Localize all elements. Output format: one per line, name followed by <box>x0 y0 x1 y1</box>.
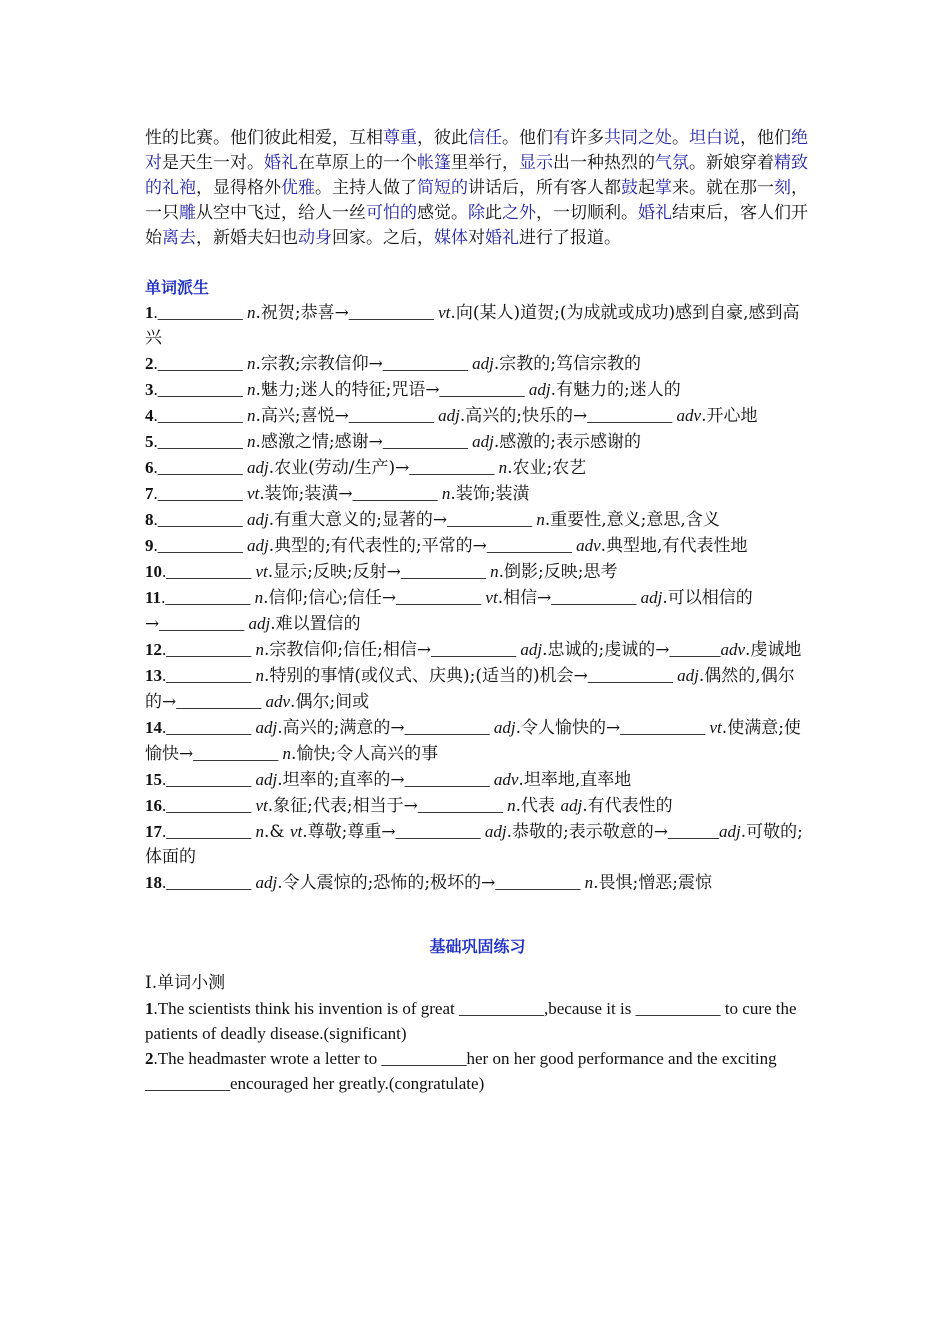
part-of-speech: adv <box>265 692 291 711</box>
paragraph-text: 起 <box>638 178 655 198</box>
paragraph-text: ，他们 <box>740 128 791 148</box>
paragraph-text: 进行了报道。 <box>519 228 621 248</box>
derivation-item: 18.__________ adj.令人震惊的;恐怖的;极坏的→__________ n.畏惧;憎恶;震惊 <box>145 873 712 893</box>
answer-blank: __________ <box>447 510 537 529</box>
paragraph-text: ，一切顺利。 <box>536 203 638 223</box>
answer-blank: __________ <box>417 796 508 815</box>
definition-text: .尊敬;尊重→ <box>302 822 396 842</box>
answer-blank: __________ <box>166 666 256 685</box>
highlighted-phrase: 简短的 <box>417 178 468 198</box>
derivation-item: 16.__________ vt.象征;代表;相当于→__________ n.代表 adj.有代表性的 <box>145 796 673 816</box>
question-number: 1 <box>145 999 154 1018</box>
highlighted-phrase: 共同之处 <box>604 128 672 148</box>
definition-text: .可敬的;体面的 <box>145 822 803 867</box>
answer-blank: ______ <box>669 640 721 659</box>
definition-text: .高兴的;快乐的→ <box>459 406 588 426</box>
part-of-speech: n <box>254 588 264 607</box>
definition-text: .装饰;装潢 <box>450 484 530 504</box>
answer-blank: __________ <box>396 588 486 607</box>
paragraph-text: 里举行， <box>451 153 519 173</box>
answer-blank: __________ <box>157 432 247 451</box>
part-of-speech: n <box>247 432 256 451</box>
part-of-speech: adj <box>255 770 278 789</box>
definition-text: .典型的;有代表性的;平常的→ <box>268 536 487 556</box>
highlighted-phrase: 鼓 <box>621 178 638 198</box>
part-of-speech: n <box>247 303 256 322</box>
definition-text: .装饰;装潢→ <box>259 484 353 504</box>
part-of-speech: adj <box>484 822 507 841</box>
answer-blank: __________ <box>166 562 256 581</box>
definition-text: .特别的事情(或仪式、庆典);(适当的)机会→ <box>264 666 588 686</box>
definition-text: .显示;反映;反射→ <box>267 562 401 582</box>
paragraph-text: 此 <box>485 203 502 223</box>
derivation-item: 8.__________ adj.有重大意义的;显著的→__________ n.重要性,意义;意思,含义 <box>145 510 720 530</box>
derivation-item: 13.__________ n.特别的事情(或仪式、庆典);(适当的)机会→__________ adj.偶然的,偶尔的→__________ adv.偶尔;间或 <box>145 666 795 712</box>
answer-blank: __________ <box>587 406 677 425</box>
part-of-speech: adj <box>247 458 269 477</box>
definition-text: .信仰;信心;信任→ <box>263 588 397 608</box>
item-number: 14 <box>145 718 162 737</box>
part-of-speech: vt <box>709 718 722 737</box>
paragraph-text: 出一种热烈的 <box>553 153 655 173</box>
highlighted-phrase: 帐篷 <box>417 153 451 173</box>
paragraph-text: 。 <box>672 128 689 148</box>
definition-text: .典型地,有代表性地 <box>600 536 748 556</box>
question-text: .The headmaster wrote a letter to __________her on her good performance and the exciting __________encouraged her greatly.(congratulate) <box>145 1049 777 1093</box>
definition-text: .恭敬的;表示敬意的→ <box>506 822 668 842</box>
item-number: 4 <box>145 406 154 425</box>
derivation-item: 11.__________ n.信仰;信心;信任→__________ vt.相信→__________ adj.可以相信的→__________ adj.难以置信的 <box>145 588 753 634</box>
part-of-speech: vt <box>485 588 498 607</box>
part-of-speech: n <box>247 406 256 425</box>
paragraph-text: 从空中飞过，给人一丝 <box>196 203 366 223</box>
paragraph-text: 是天生一对。 <box>162 153 264 173</box>
definition-text: .宗教;宗教信仰→ <box>255 354 383 374</box>
answer-blank: __________ <box>166 796 256 815</box>
definition-text: .农业;农艺 <box>507 458 587 478</box>
part-of-speech: n <box>498 458 508 477</box>
answer-blank: __________ <box>382 354 473 373</box>
paragraph-text: 对 <box>468 228 485 248</box>
practice-question <box>145 996 810 1046</box>
answer-blank: __________ <box>193 744 283 763</box>
derivation-item: 15.__________ adj.坦率的;直率的→__________ adv.坦率地,直率地 <box>145 770 632 790</box>
highlighted-phrase: 婚礼 <box>638 203 672 223</box>
definition-text: .愉快;令人高兴的事 <box>291 744 439 764</box>
part-of-speech: adj <box>493 718 516 737</box>
highlighted-phrase: 有 <box>553 128 570 148</box>
item-number: 11 <box>145 588 162 607</box>
derivation-item: 17.__________ n.& vt.尊敬;尊重→__________ adj.恭敬的;表示敬意的→______adj.可敬的;体面的 <box>145 822 803 867</box>
part-of-speech: adv <box>576 536 601 555</box>
paragraph-text: 。他们 <box>502 128 553 148</box>
definition-text: .可以相信的→ <box>145 588 753 634</box>
answer-blank: __________ <box>176 692 266 711</box>
part-of-speech: vt <box>438 303 451 322</box>
highlighted-phrase: 刻 <box>774 178 791 198</box>
item-number: 17 <box>145 822 162 841</box>
definition-text: .高兴的;满意的→ <box>277 718 405 738</box>
part-of-speech: vt <box>289 822 303 841</box>
definition-text: .有魅力的;迷人的 <box>550 380 681 400</box>
derivation-item: 4.__________ n.高兴;喜悦→__________ adj.高兴的;快乐的→__________ adv.开心地 <box>145 406 758 426</box>
part-of-speech: adj <box>528 380 551 399</box>
highlighted-phrase: 精致的礼袍 <box>145 153 808 198</box>
derivation-item: 1.__________ n.祝贺;恭喜→__________ vt.向(某人)道贺;(为成就或成功)感到自豪,感到高兴 <box>145 303 800 348</box>
item-number: 7 <box>145 484 154 503</box>
part-of-speech: n <box>255 640 264 659</box>
answer-blank: __________ <box>157 510 247 529</box>
paragraph-text: ，显得格外 <box>196 178 281 198</box>
part-of-speech: adj <box>640 588 663 607</box>
definition-text: .开心地 <box>701 406 758 426</box>
part-of-speech: adj <box>472 354 494 373</box>
part-of-speech: n <box>247 380 256 399</box>
paragraph-text: 许多 <box>570 128 604 148</box>
part-of-speech: n <box>255 822 264 841</box>
part-of-speech: adj <box>255 873 278 892</box>
part-of-speech: n <box>282 744 291 763</box>
part-of-speech: vt <box>247 484 260 503</box>
definition-text: .有代表性的 <box>582 796 673 816</box>
answer-blank: __________ <box>495 873 585 892</box>
answer-blank: ______ <box>668 822 719 841</box>
part-of-speech: adj <box>719 822 741 841</box>
answer-blank: __________ <box>157 303 247 322</box>
section-title-practice: 基础巩固练习 <box>429 937 526 956</box>
definition-text: .象征;代表;相当于→ <box>267 796 418 816</box>
definition-text: .使满意;使愉快→ <box>145 718 801 764</box>
item-number: 8 <box>145 510 154 529</box>
section-title-word-derivation: 单词派生 <box>145 278 210 297</box>
definition-text: .农业(劳动/生产)→ <box>268 458 410 478</box>
part-of-speech: adj <box>247 510 269 529</box>
item-number: 3 <box>145 380 154 399</box>
definition-text: .宗教的;笃信宗教的 <box>493 354 642 374</box>
highlighted-phrase: 离去 <box>162 228 196 248</box>
definition-text: .令人震惊的;恐怖的;极坏的→ <box>277 873 496 893</box>
derivation-item: 2.__________ n.宗教;宗教信仰→__________ adj.宗教的;笃信宗教的 <box>145 354 642 374</box>
question-number: 2 <box>145 1049 154 1068</box>
document-page <box>145 126 810 1096</box>
highlighted-phrase: 之外 <box>502 203 536 223</box>
paragraph-text: 结束后，客人们开始 <box>145 203 808 248</box>
item-number: 5 <box>145 432 154 451</box>
highlighted-phrase: 雕 <box>179 203 196 223</box>
definition-text: .令人愉快的→ <box>515 718 621 738</box>
highlighted-phrase: 尊重 <box>383 128 417 148</box>
derivation-item: 5.__________ n.感激之情;感谢→__________ adj.感激的;表示感谢的 <box>145 432 642 452</box>
answer-blank: __________ <box>395 822 485 841</box>
definition-text: .忠诚的;虔诚的→ <box>542 640 670 660</box>
paragraph-text: 在草原上的一个 <box>298 153 417 173</box>
item-number: 10 <box>145 562 162 581</box>
paragraph-text: 。新娘穿着 <box>689 153 774 173</box>
definition-text: .坦率的;直率的→ <box>277 770 405 790</box>
highlighted-phrase: 显示 <box>519 153 553 173</box>
answer-blank: __________ <box>486 536 577 555</box>
answer-blank: __________ <box>157 406 247 425</box>
definition-text: .偶然的,偶尔的→ <box>145 666 795 712</box>
definition-text: .感激的;表示感谢的 <box>493 432 642 452</box>
answer-blank: __________ <box>166 718 256 737</box>
answer-blank: __________ <box>157 458 247 477</box>
definition-text: .感激之情;感谢→ <box>255 432 383 452</box>
highlighted-phrase: 可怕的 <box>366 203 417 223</box>
highlighted-phrase: 婚礼 <box>485 228 519 248</box>
item-number: 15 <box>145 770 162 789</box>
definition-text: .坦率地,直率地 <box>518 770 632 790</box>
part-of-speech: n <box>507 796 516 815</box>
item-number: 12 <box>145 640 162 659</box>
part-of-speech: adj <box>520 640 543 659</box>
paragraph-text: ，一只 <box>145 178 808 223</box>
paragraph-text: 感觉。 <box>417 203 468 223</box>
part-of-speech: adj <box>248 614 271 633</box>
part-of-speech: n <box>584 873 594 892</box>
part-of-speech: vt <box>255 796 268 815</box>
part-of-speech: adj <box>560 796 583 815</box>
paragraph-text: 。主持人做了 <box>315 178 417 198</box>
question-text: .The scientists think his invention is of great __________,because it is __________ to cure the patients of deadly disease.(significant) <box>145 999 797 1043</box>
answer-blank: __________ <box>404 770 494 789</box>
paragraph-text: 性的比赛。他们彼此相爱，互相 <box>145 128 383 148</box>
highlighted-phrase: 婚礼 <box>264 153 298 173</box>
derivation-item: 3.__________ n.魅力;迷人的特征;咒语→__________ adj.有魅力的;迷人的 <box>145 380 681 400</box>
highlighted-phrase: 气氛 <box>655 153 689 173</box>
item-number: 2 <box>145 354 154 373</box>
story-paragraph <box>145 126 810 251</box>
practice-subtitle: I.单词小测 <box>145 973 226 993</box>
practice-question <box>145 1046 810 1096</box>
definition-text: .虔诚地 <box>745 640 802 660</box>
definition-text: .相信→ <box>497 588 552 608</box>
derivation-item: 14.__________ adj.高兴的;满意的→__________ adj.令人愉快的→__________ vt.使满意;使愉快→__________ n.愉快;令人高兴的事 <box>145 718 801 764</box>
definition-text: .倒影;反映;思考 <box>498 562 618 582</box>
answer-blank: __________ <box>157 484 247 503</box>
part-of-speech: adv <box>720 640 746 659</box>
answer-blank: __________ <box>400 562 491 581</box>
item-number: 13 <box>145 666 162 685</box>
definition-text: .偶尔;间或 <box>290 692 370 712</box>
part-of-speech: adj <box>472 432 494 451</box>
part-of-speech: vt <box>255 562 268 581</box>
definition-text: .畏惧;憎恶;震惊 <box>593 873 712 893</box>
answer-blank: __________ <box>166 822 256 841</box>
highlighted-phrase: 除 <box>468 203 485 223</box>
paragraph-text: 回家。之后， <box>332 228 434 248</box>
answer-blank: __________ <box>157 536 247 555</box>
paragraph-text: 讲话后，所有客人都 <box>468 178 621 198</box>
answer-blank: __________ <box>348 303 439 322</box>
definition-text: .有重大意义的;显著的→ <box>268 510 448 530</box>
item-number: 1 <box>145 303 154 322</box>
answer-blank: __________ <box>348 406 439 425</box>
answer-blank: __________ <box>165 588 255 607</box>
item-number: 18 <box>145 873 162 892</box>
derivation-item: 10.__________ vt.显示;反映;反射→__________ n.倒影;反映;思考 <box>145 562 618 582</box>
answer-blank: __________ <box>382 432 473 451</box>
answer-blank: __________ <box>587 666 678 685</box>
paragraph-text: 来。就在那一 <box>672 178 774 198</box>
answer-blank: __________ <box>620 718 710 737</box>
derivation-item: 7.__________ vt.装饰;装潢→__________ n.装饰;装潢 <box>145 484 530 504</box>
definition-text: .向(某人)道贺;(为成就或成功)感到自豪,感到高兴 <box>145 303 800 348</box>
definition-text: .高兴;喜悦→ <box>255 406 349 426</box>
answer-blank: __________ <box>157 380 247 399</box>
answer-blank: __________ <box>157 354 247 373</box>
part-of-speech: n <box>536 510 545 529</box>
part-of-speech: n <box>490 562 499 581</box>
part-of-speech: adj <box>255 718 278 737</box>
definition-text: .重要性,意义;意思,含义 <box>544 510 720 530</box>
paragraph-text: ，新婚夫妇也 <box>196 228 298 248</box>
definition-text: .难以置信的 <box>270 614 361 634</box>
answer-blank: __________ <box>166 873 256 892</box>
definition-text: .宗教信仰;信任;相信→ <box>264 640 432 660</box>
highlighted-phrase: 媒体 <box>434 228 468 248</box>
derivation-item: 6.__________ adj.农业(劳动/生产)→__________ n.农业;农艺 <box>145 458 587 478</box>
word-derivation-list <box>145 300 810 896</box>
part-of-speech: adj <box>677 666 699 685</box>
answer-blank: __________ <box>551 588 641 607</box>
part-of-speech: adv <box>676 406 702 425</box>
definition-text: .代表 <box>515 796 561 816</box>
part-of-speech: adv <box>493 770 519 789</box>
highlighted-phrase: 掌 <box>655 178 672 198</box>
part-of-speech: adj <box>247 536 269 555</box>
highlighted-phrase: 优雅 <box>281 178 315 198</box>
item-number: 6 <box>145 458 154 477</box>
part-of-speech: n <box>247 354 256 373</box>
answer-blank: __________ <box>404 718 494 737</box>
part-of-speech: adj <box>438 406 460 425</box>
practice-question-list <box>145 996 810 1096</box>
answer-blank: __________ <box>166 640 256 659</box>
highlighted-phrase: 绝对 <box>145 128 808 173</box>
answer-blank: __________ <box>159 614 249 633</box>
part-of-speech: n <box>255 666 264 685</box>
definition-text: .& <box>264 822 290 842</box>
highlighted-phrase: 动身 <box>298 228 332 248</box>
definition-text: .魅力;迷人的特征;咒语→ <box>255 380 440 400</box>
highlighted-phrase: 信任 <box>468 128 502 148</box>
highlighted-phrase: 坦白说 <box>689 128 740 148</box>
answer-blank: __________ <box>166 770 256 789</box>
answer-blank: __________ <box>352 484 442 503</box>
answer-blank: __________ <box>439 380 529 399</box>
answer-blank: __________ <box>431 640 521 659</box>
item-number: 16 <box>145 796 162 815</box>
derivation-item: 9.__________ adj.典型的;有代表性的;平常的→__________ adv.典型地,有代表性地 <box>145 536 748 556</box>
item-number: 9 <box>145 536 154 555</box>
derivation-item: 12.__________ n.宗教信仰;信任;相信→__________ adj.忠诚的;虔诚的→______adv.虔诚地 <box>145 640 802 660</box>
paragraph-text: ，彼此 <box>417 128 468 148</box>
part-of-speech: n <box>441 484 451 503</box>
answer-blank: __________ <box>409 458 499 477</box>
definition-text: .祝贺;恭喜→ <box>255 303 349 323</box>
